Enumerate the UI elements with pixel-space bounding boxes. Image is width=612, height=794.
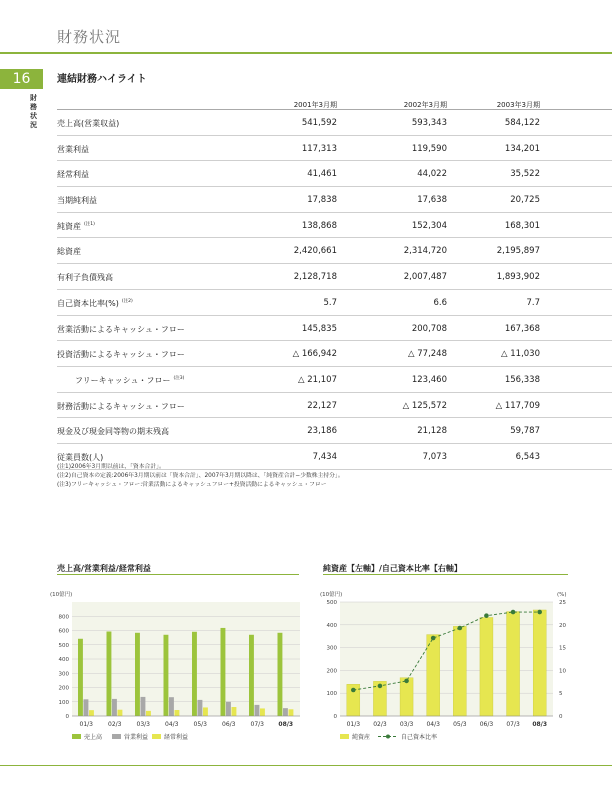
- bar: [427, 635, 440, 716]
- bar: [289, 709, 294, 716]
- row-label: 売上高(営業収益): [57, 119, 120, 128]
- section-title: 連結財務ハイライト: [57, 74, 147, 85]
- row-value: 44,022: [417, 169, 447, 180]
- row-value: 20,725: [510, 195, 540, 206]
- page-title: 財務状況: [57, 28, 122, 46]
- bar: [480, 618, 493, 716]
- row-value: 123,460: [411, 374, 447, 385]
- tick-label: 500: [58, 642, 69, 649]
- tick-label-left: 300: [326, 645, 337, 652]
- column-header: 2002年3月期: [403, 101, 447, 109]
- tick-label: 400: [58, 657, 69, 663]
- row-value: 59,787: [510, 426, 540, 437]
- plot-background: [340, 602, 553, 716]
- row-label: 総資産: [57, 247, 81, 257]
- bar: [400, 678, 413, 716]
- bar: [146, 711, 151, 716]
- row-label: 有利子負債残高: [57, 273, 113, 283]
- row-value: △ 166,942: [292, 349, 337, 360]
- table-row: [57, 393, 612, 419]
- legend-label: 自己資本比率: [401, 734, 438, 741]
- bar: [198, 700, 203, 716]
- category-label: 04/3: [165, 721, 179, 728]
- row-value: 21,128: [417, 426, 447, 437]
- tick-label-right: 10: [559, 668, 566, 675]
- footnote: (注1)2006年3月期以前は、「資本合計」。: [57, 464, 165, 470]
- table-row: [57, 161, 612, 187]
- bar: [533, 610, 546, 716]
- bar: [175, 710, 180, 716]
- row-label: 財務活動によるキャッシュ・フロー: [57, 401, 185, 411]
- row-label: 経常利益: [57, 170, 89, 180]
- category-label: 06/3: [222, 721, 236, 728]
- bar: [221, 628, 226, 716]
- row-label: 従業員数(人): [57, 452, 104, 462]
- bar: [283, 708, 288, 716]
- chart-divider: [57, 574, 299, 575]
- row-label: フリーキャッシュ・フロー $^{(注3)}$: [75, 375, 185, 385]
- row-note: (注3): [173, 376, 185, 382]
- row-value: 2,195,897: [496, 246, 540, 257]
- table-row: [57, 316, 612, 342]
- row-value: 2,128,718: [293, 272, 337, 283]
- bar: [255, 705, 260, 716]
- category-label: 07/3: [506, 721, 520, 728]
- row-value: 6,543: [515, 451, 540, 462]
- row-value: 168,301: [504, 220, 540, 231]
- row-value: 156,338: [504, 374, 540, 385]
- row-value: 2,007,487: [403, 272, 447, 283]
- table-header: [57, 98, 612, 110]
- bar: [112, 699, 117, 716]
- bar: [192, 632, 197, 716]
- tick-label-left: 400: [326, 622, 337, 629]
- bar: [226, 702, 231, 716]
- row-label: 営業活動によるキャッシュ・フロー: [57, 324, 185, 334]
- category-label: 05/3: [193, 721, 207, 728]
- bar: [169, 697, 174, 716]
- row-value: 593,343: [411, 118, 447, 128]
- table-row: [57, 264, 612, 290]
- tick-label-left: 0: [333, 714, 337, 720]
- tick-label: 800: [58, 614, 69, 621]
- row-value: 138,868: [301, 220, 337, 231]
- bar: [118, 710, 123, 716]
- row-value: △ 11,030: [501, 349, 540, 360]
- row-value: 2,314,720: [403, 246, 447, 257]
- row-value: 17,638: [417, 195, 447, 206]
- footer-divider: [0, 765, 612, 766]
- row-value: 1,893,902: [496, 272, 540, 283]
- row-value: 6.6: [433, 297, 447, 308]
- category-label: 06/3: [479, 721, 494, 728]
- ratio-point: [431, 636, 436, 641]
- ratio-point: [537, 610, 542, 615]
- ratio-point: [351, 688, 356, 693]
- row-value: 2,420,661: [293, 246, 337, 257]
- legend-swatch: [72, 734, 81, 739]
- side-section-label: 財務状況: [30, 94, 37, 129]
- bar: [260, 708, 265, 716]
- footnote: (注3)フリーキャッシュ・フロー:営業活動によるキャッシュフロー+投資活動によるキャッシュ・フロー: [57, 482, 327, 488]
- row-value: 41,461: [307, 169, 337, 180]
- bar: [78, 639, 83, 716]
- bar: [232, 707, 237, 716]
- row-value: 23,186: [307, 426, 337, 437]
- sales-profit-chart: [50, 588, 305, 748]
- ratio-point: [484, 613, 489, 618]
- y-axis-label-right: (%): [557, 592, 567, 598]
- row-value: 119,590: [411, 143, 447, 154]
- bar: [141, 697, 146, 716]
- row-value: 7.7: [526, 297, 540, 308]
- row-value: 145,835: [301, 323, 337, 334]
- row-note: (注1): [84, 222, 95, 228]
- table-row: [57, 290, 612, 316]
- tick-label: 200: [58, 685, 69, 692]
- tick-label-right: 20: [559, 622, 566, 629]
- legend-label: 売上高: [84, 734, 103, 741]
- legend-label: 純資産: [352, 734, 371, 741]
- legend-swatch: [340, 734, 349, 739]
- header-divider: [0, 52, 612, 54]
- table-row: [57, 213, 612, 239]
- row-value: 5.7: [323, 297, 337, 308]
- row-value: 117,313: [301, 143, 337, 154]
- bar: [249, 635, 254, 716]
- page-number: 16: [0, 69, 43, 89]
- tick-label-right: 15: [559, 645, 566, 652]
- row-value: △ 21,107: [298, 374, 337, 385]
- tick-label-right: 25: [559, 600, 566, 606]
- category-label: 07/3: [250, 721, 264, 728]
- row-label: 自己資本比率(%) $^{(注2)}$: [57, 298, 133, 308]
- category-label: 05/3: [453, 721, 467, 728]
- bar: [453, 626, 466, 716]
- bar: [507, 612, 520, 716]
- tick-label-right: 0: [559, 714, 563, 720]
- table-row: [57, 341, 612, 367]
- legend-label: 営業利益: [124, 734, 149, 741]
- category-label: 08/3: [278, 721, 294, 728]
- legend-swatch: [152, 734, 161, 739]
- category-label: 02/3: [373, 721, 387, 728]
- row-label: 当期純利益: [57, 196, 97, 206]
- category-label: 01/3: [79, 721, 93, 728]
- column-header: 2003年3月期: [496, 101, 540, 109]
- tick-label: 100: [58, 699, 69, 706]
- row-value: 167,368: [504, 323, 540, 334]
- bar: [84, 699, 89, 716]
- row-label: 投資活動によるキャッシュ・フロー: [57, 350, 185, 360]
- chart-divider: [323, 574, 568, 575]
- row-value: 541,592: [301, 118, 337, 128]
- category-label: 08/3: [532, 721, 548, 728]
- row-label: 営業利益: [57, 144, 89, 154]
- row-value: △ 77,248: [408, 349, 447, 360]
- row-label: 現金及び現金同等物の期末残高: [57, 427, 169, 437]
- row-value: 35,522: [510, 169, 540, 180]
- row-value: 7,434: [312, 451, 337, 462]
- tick-label-right: 5: [559, 691, 563, 698]
- table-row: [57, 136, 612, 162]
- table-row: [57, 238, 612, 264]
- tick-label-left: 100: [326, 691, 337, 698]
- row-value: △ 117,709: [495, 400, 540, 411]
- row-value: 134,201: [504, 143, 540, 154]
- y-axis-label: (10億円): [50, 592, 73, 598]
- legend-marker: [386, 735, 390, 739]
- table-row: [57, 187, 612, 213]
- footnote: (注2)自己資本の定義:2006年3月期以前は「資本合計」、2007年3月期以降は、「純資産合計−少数株主持分」。: [57, 473, 344, 479]
- tick-label-left: 200: [326, 668, 337, 675]
- ratio-point: [378, 684, 383, 689]
- row-value: 7,073: [422, 451, 447, 462]
- y-axis-label-left: (10億円): [320, 592, 343, 598]
- category-label: 02/3: [108, 721, 122, 728]
- tick-label: 600: [58, 628, 69, 635]
- tick-label-left: 500: [326, 600, 337, 606]
- table-row: [57, 110, 612, 136]
- table-row: [57, 367, 612, 393]
- row-value: 22,127: [307, 400, 337, 411]
- footnotes: [57, 463, 344, 490]
- financial-highlights-table: [57, 98, 612, 470]
- chart-title-sales: 売上高/営業利益/経常利益: [57, 564, 151, 573]
- bar: [135, 633, 140, 716]
- ratio-point: [511, 610, 516, 615]
- chart-title-equity: 純資産【左軸】/自己資本比率【右軸】: [323, 564, 462, 573]
- table-body: [57, 110, 612, 470]
- tick-label: 0: [65, 714, 69, 720]
- bar: [89, 710, 94, 716]
- equity-ratio-chart: [318, 588, 588, 748]
- category-label: 03/3: [136, 721, 150, 728]
- bar: [107, 631, 112, 716]
- row-value: 584,122: [504, 118, 540, 128]
- bar: [164, 635, 169, 716]
- category-label: 03/3: [399, 721, 414, 728]
- column-header: 2001年3月期: [293, 101, 337, 109]
- legend-label: 経常利益: [164, 734, 189, 741]
- table-row: [57, 418, 612, 444]
- category-label: 01/3: [346, 721, 361, 728]
- ratio-point: [404, 679, 409, 684]
- ratio-point: [458, 626, 463, 631]
- row-value: 17,838: [307, 195, 337, 206]
- bar: [203, 707, 208, 716]
- row-note: (注2): [121, 299, 133, 305]
- row-value: △ 125,572: [402, 400, 447, 411]
- bar: [278, 633, 283, 716]
- tick-label: 300: [58, 671, 69, 678]
- row-value: 200,708: [411, 323, 447, 334]
- row-label: 純資産 $^{(注1)}$: [57, 221, 95, 231]
- legend-swatch: [112, 734, 121, 739]
- row-value: 152,304: [411, 220, 447, 231]
- category-label: 04/3: [426, 721, 440, 728]
